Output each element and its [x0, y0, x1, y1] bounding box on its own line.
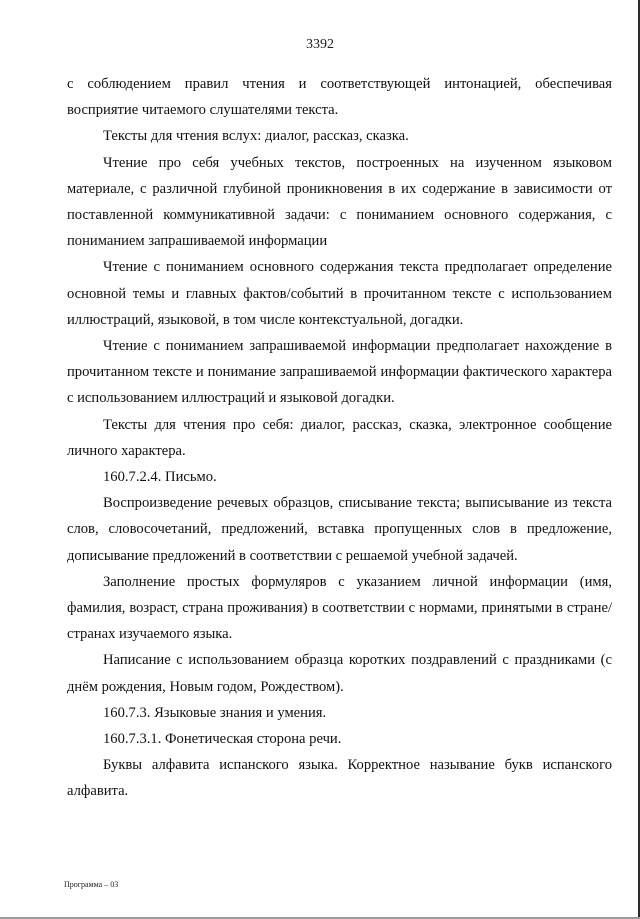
page-footer: Программа – 03	[64, 880, 119, 889]
section-heading-language-knowledge: 160.7.3. Языковые знания и умения.	[103, 704, 327, 721]
paragraph-alphabet: Буквы алфавита испанского языка. Корректное называние букв испанского алфавита.	[67, 757, 612, 800]
body-text	[67, 71, 612, 805]
paragraph-silent-reading: Чтение про себя учебных текстов, построенных на изученном языковом материале, с различной глубиной проникновения в их содержание в зависимости от поставленной коммуникативной задачи: с пониманием основного содержания, с пониманием запрашиваемой информации	[67, 154, 612, 250]
section-heading-phonetics: 160.7.3.1. Фонетическая сторона речи.	[103, 731, 342, 748]
paragraph-speech-patterns: Воспроизведение речевых образцов, списывание текста; выписывание из текста слов, словосочетаний, предложений, вставка пропущенных слов в предложение, дописывание предложений в соответствии с решаемой учебной задачей.	[67, 495, 612, 564]
paragraph-continuation: с соблюдением правил чтения и соответствующей интонацией, обеспечивая восприятие читаемого слушателями текста.	[67, 76, 612, 119]
paragraph-requested-info-reading: Чтение с пониманием запрашиваемой информации предполагает нахождение в прочитанном тексте и понимание запрашиваемой информации фактического характера с использованием иллюстраций и языковой догадки.	[67, 338, 612, 407]
paragraph-greetings: Написание с использованием образца коротких поздравлений с праздниками (с днём рождения, Новым годом, Рождеством).	[67, 652, 612, 695]
section-heading-writing: 160.7.2.4. Письмо.	[103, 469, 217, 486]
paragraph-main-content-reading: Чтение с пониманием основного содержания текста предполагает определение основной темы и главных фактов/событий в прочитанном тексте с использованием иллюстраций, языковой, в том числе контекстуальной, догадки.	[67, 259, 612, 328]
paragraph-silent-reading-texts: Тексты для чтения про себя: диалог, рассказ, сказка, электронное сообщение личного характера.	[67, 416, 612, 459]
page-number: 3392	[306, 37, 334, 52]
paragraph-reading-aloud-texts: Тексты для чтения вслух: диалог, рассказ, сказка.	[103, 128, 409, 145]
paragraph-forms: Заполнение простых формуляров с указанием личной информации (имя, фамилия, возраст, страна проживания) в соответствии с нормами, принятыми в стране/странах изучаемого языка.	[67, 573, 612, 643]
